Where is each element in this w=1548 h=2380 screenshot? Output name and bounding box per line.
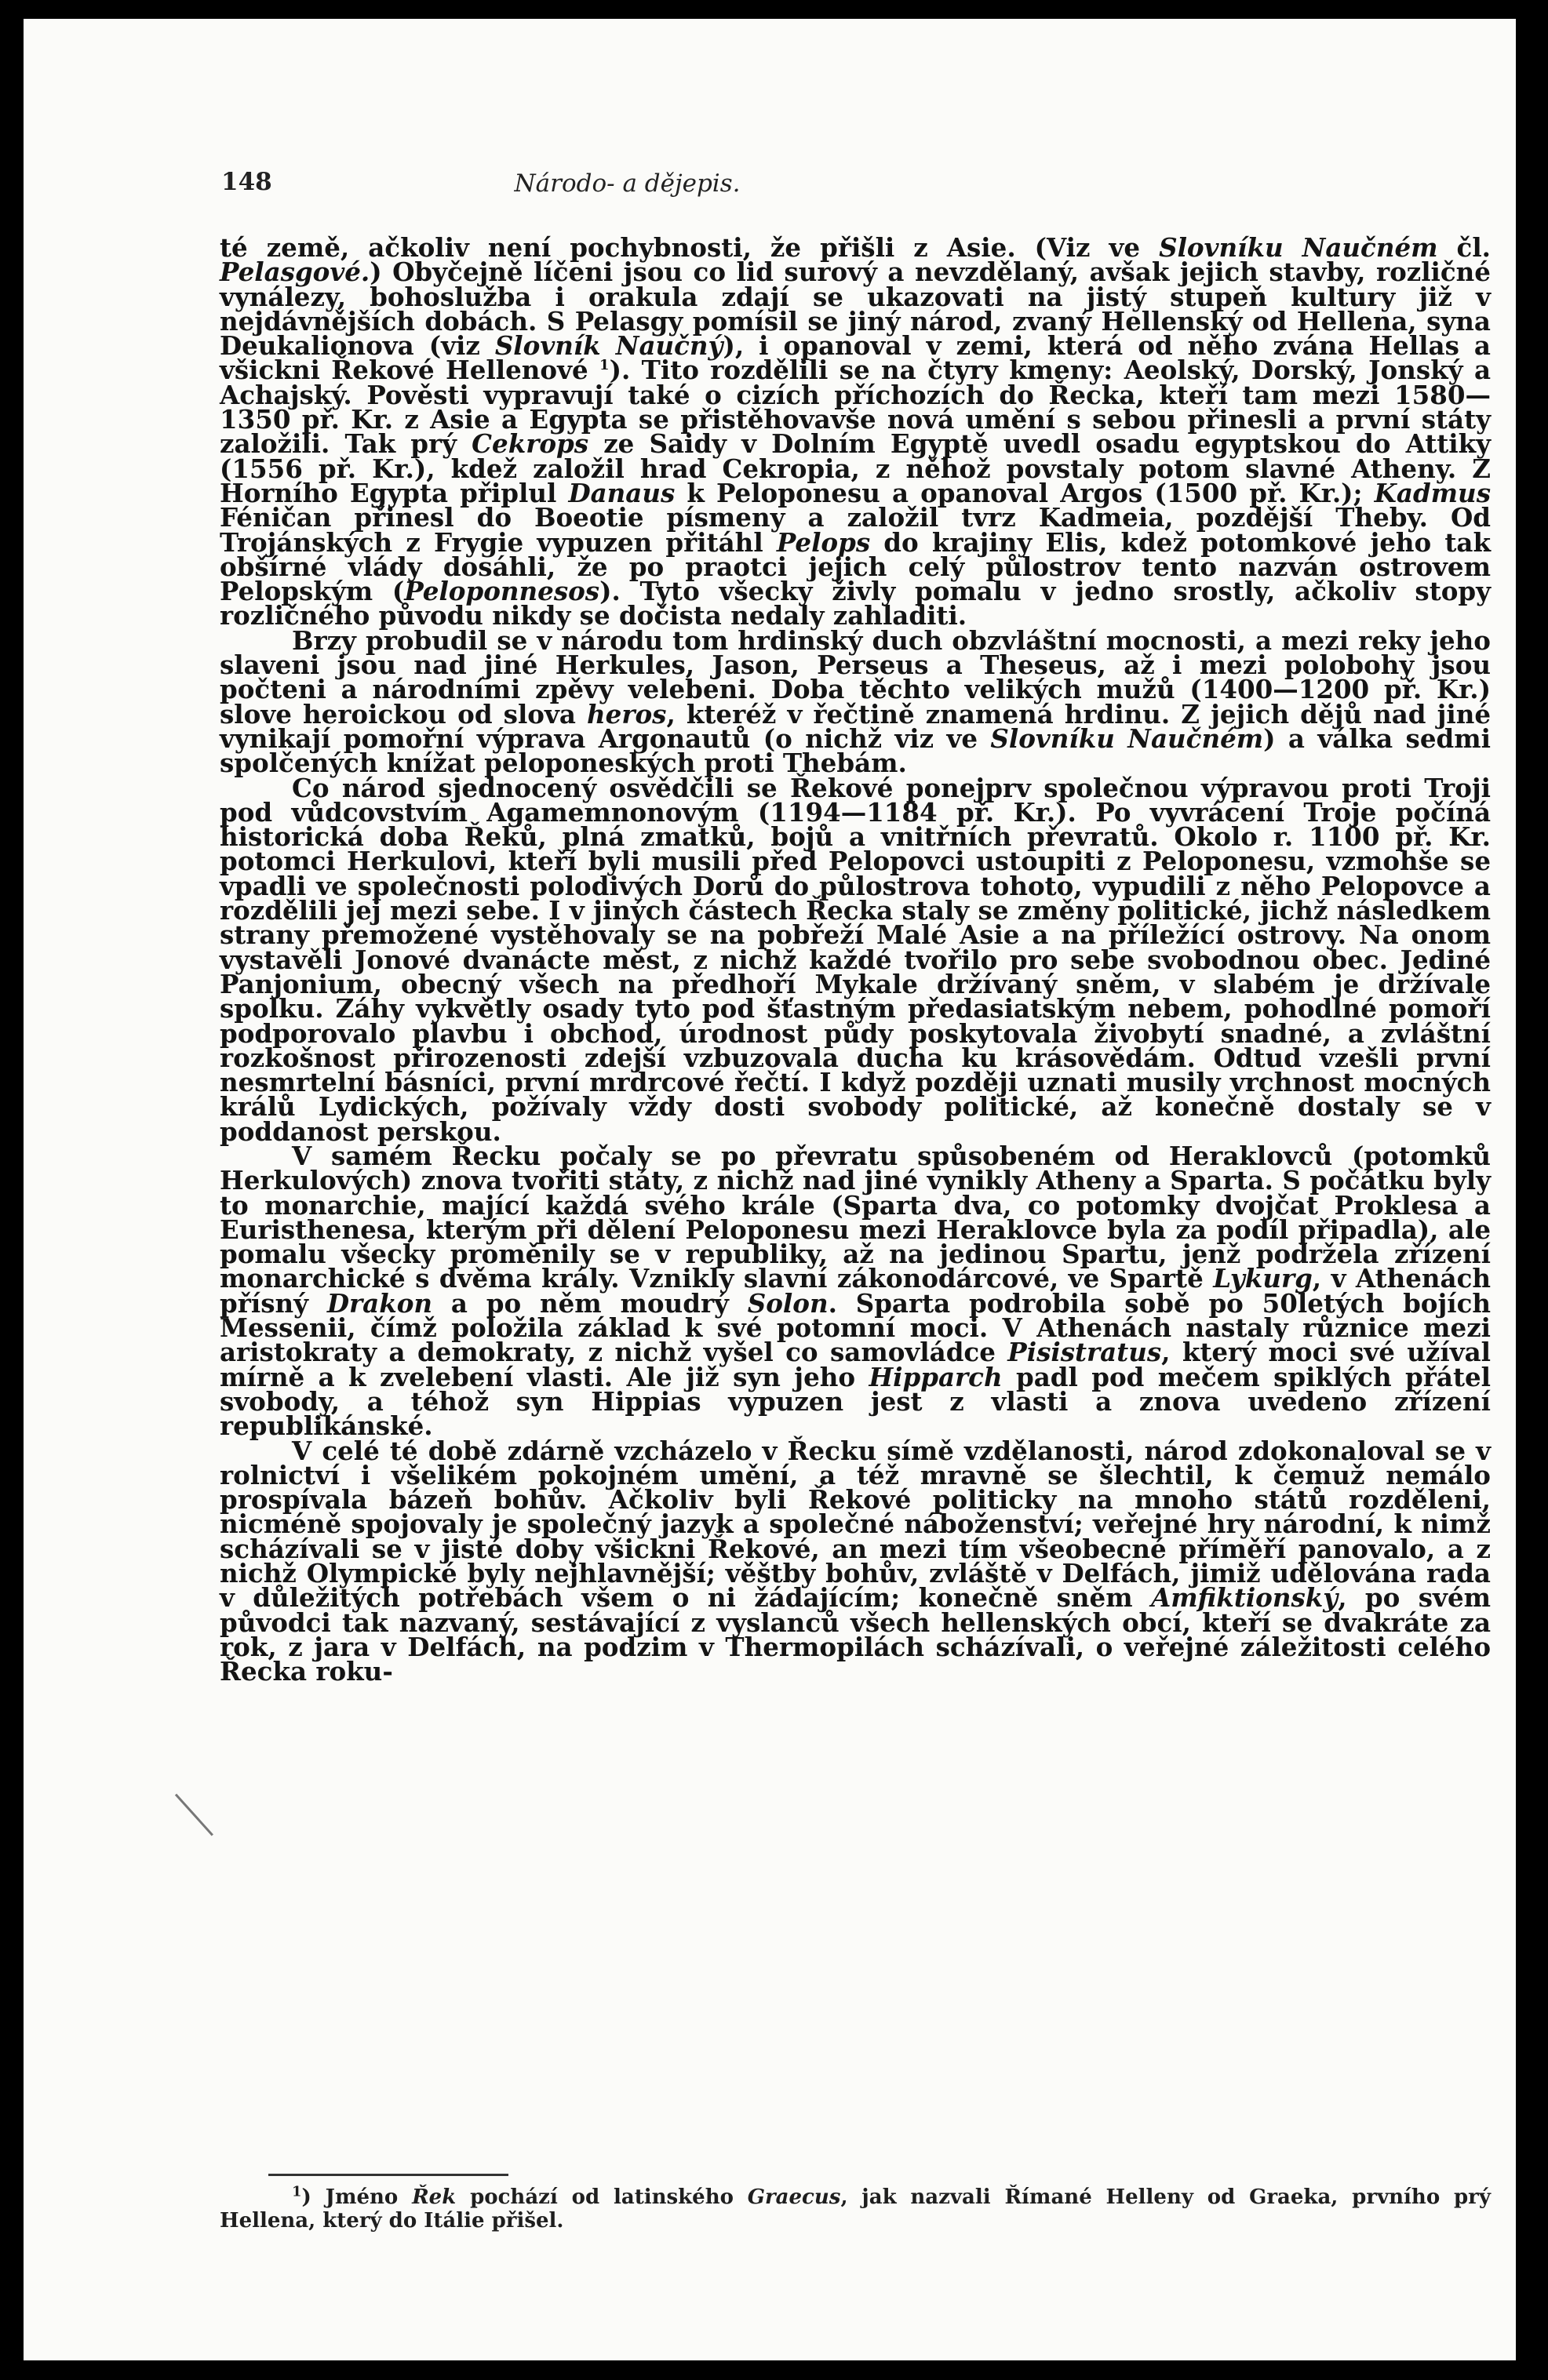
page-number: 148 <box>221 168 272 196</box>
italic-term: Drakon <box>326 1287 433 1319</box>
paragraph-troy-and-colonies <box>220 772 1491 1147</box>
text-run: ) Jméno <box>301 2185 413 2209</box>
footnote-marker: 1 <box>292 2183 302 2200</box>
text-run: , v Athenách přísný <box>220 1263 1491 1319</box>
text-run: V samém Řecku počaly se po převratu spůsobeném od Heraklovců (potomků Herkulových) znova tvořiti státy, z nichž nad jiné vynikly Atheny a Sparta. S počátku byly to monarchie, mající každá svého krále (Sparta dva, co potomky dvojčat Proklesa a Euristhenesa, kterým při dělení Peloponesu mezi Heraklovce byla za podíl připadla), ale pomalu všecky proměnily se v republiky, až na jedinou Spartu, jenž podržela zřízení monarchické s dvěma krály. Vznikly slavní zákonodárcové, ve Spartě <box>220 1140 1491 1294</box>
text-run: Brzy probudil se v národu tom hrdinský duch obzvláštní mocnosti, a mezi reky jeho slaveni jsou nad jiné Herkules, Jason, Perseus a Theseus, až i mezi polobohy jsou počteni a národními zpěvy velebeni. Doba těchto velikých mužů (1400—1200 př. Kr.) slove heroickou od slova <box>220 624 1491 730</box>
footnote-marker: 1 <box>599 357 610 374</box>
text-run: , který moci své užíval mírně a k zvelebení vlasti. Ale již syn jeho <box>220 1337 1491 1392</box>
footnote-1 <box>220 2185 1491 2233</box>
italic-term: Řek <box>412 2185 457 2209</box>
text-run: Co národ sjednocený osvědčili se Řekové ponejprv společnou výpravou proti Troji pod vůdcovstvím Agamemnonovým (1194—1184 př. Kr.). Po vyvrácení Troje počíná historická doba Řeků, plná zmatků, bojů a vnitřních převratů. Okolo r. 1100 př. Kr. potomci Herkulovi, kteří byli musili před Pelopovci ustoupiti z Peloponesu, vzmohše se vpadli ve společnosti polodivých Dorů do půlostrova tohoto, vypudili z něho Pelopovce a rozdělili jej mezi sebe. I v jiných částech Řecka staly se změny politické, jichž následkem strany přemožené vystěhovaly se na pobřeží Malé Asie a na příležící ostrovy. Na onom vystavěli Jonové dvanácte měst, z nichž každé tvořilo pro sebe svobodnou obec. Jediné Panjonium, obecný všech na předhoří Mykale držívaný sněm, v slabém je držívale spolku. Záhy vykvětly osady tyto pod šťastným předasiatským nebem, pohodlné pomoří podporovalo plavbu i obchod, úrodnost půdy poskytovala živobytí snadné, a zvláštní rozkošnost přirozenosti zdejší vzbuzovala ducha ku krásovědám. Odtud vzešli první nesmrtelní básníci, první mrdrcové řečtí. I když později uznati musily vrchnost mocných králů Lydických, požívaly vždy dosti svobody politické, až konečně dostaly se v poddanost perskou. <box>220 772 1491 1147</box>
italic-term: Kadmus <box>1374 477 1491 508</box>
italic-term: Solon <box>747 1287 829 1319</box>
text-run: té země, ačkoliv není pochybnosti, že přišli z Asie. (Viz ve <box>220 232 1160 263</box>
footnote-divider <box>268 2174 508 2176</box>
text-run: ). Tyto všecky živly pomalu v jedno srostly, ačkoliv stopy rozličného původu nikdy se dočista nedaly zahladiti. <box>220 576 1491 631</box>
footnotes <box>220 2185 1491 2233</box>
scan-mark <box>175 1793 213 1836</box>
text-run: , po svém původci tak nazvaný, sestávající z vyslanců všech hellenských obcí, kteří se dvakráte za rok, z jara v Delfách, na podzim v Thermopilách scházívali, o veřejné záležitosti celého Řecka roku- <box>220 1582 1492 1687</box>
italic-term: Peloponnesos <box>404 576 600 607</box>
text-run: padl pod mečem spiklých přátel svobody, a téhož syn Hippias vypuzen jest z vlasti a znova uvedeno zřízení republikánské. <box>220 1361 1492 1442</box>
text-run: . Sparta podrobila sobě po 50letých bojích Messenii, čímž položila základ k své potomní moci. V Athenách nastaly různice mezi aristokraty a demokraty, z nichž vyšel co samovládce <box>220 1287 1491 1368</box>
text-run: , jak nazvali Římané Helleny od Graeka, prvního prý Hellena, který do Itálie přišel. <box>220 2185 1491 2233</box>
italic-term: Pelops <box>776 526 871 558</box>
paragraph-pelasgians <box>220 232 1492 631</box>
italic-term: heros <box>587 698 667 730</box>
paragraph-culture-and-unity <box>220 1435 1492 1687</box>
italic-term: Amfiktionský <box>1151 1582 1339 1614</box>
text-run: ze Saidy v Dolním Egyptě uvedl osadu egyptskou do Attiky (1556 př. Kr.), kdež založil hrad Cekropia, z něhož povstaly potom slavné Atheny. Z Horního Egypta připlul <box>220 428 1491 508</box>
italic-term: Pelasgové. <box>220 257 370 288</box>
italic-term: Slovník Naučný <box>494 330 723 362</box>
text-run: ), i opanoval v zemi, která od něho zvána Hellas a všickni Řekové Hellenové <box>220 330 1491 386</box>
text-run: a po něm moudrý <box>432 1287 748 1319</box>
text-run: ) Obyčejně líčeni jsou co lid surový a nevzdělaný, avšak jejich stavby, rozličné vynálezy, bohoslužba i orakula zdají se ukazovati na jistý stupeň kultury již v nejdávnějších dobách. S Pelasgy pomísil se jiný národ, zvaný Hellenský od Hellena, syna Deukalionova (viz <box>220 257 1491 362</box>
text-run: ) a válka sedmi spolčených knížat peloponeských proti Thebám. <box>220 722 1491 779</box>
page-header <box>221 154 1033 201</box>
running-title: Národo- a dějepis. <box>514 169 741 198</box>
italic-term: Cekrops <box>472 428 589 460</box>
body-text <box>220 232 1492 1687</box>
text-run: pochází od latinského <box>456 2185 748 2209</box>
italic-term: Danaus <box>568 477 676 508</box>
text-run: do krajiny Elis, kdež potomkové jeho tak obšírné vlády dosáhli, že po praotci jejich celý půlostrov tento nazván ostrovem Pelopským ( <box>220 526 1491 607</box>
italic-term: Lykurg <box>1213 1263 1313 1294</box>
italic-term: Pisistratus <box>1007 1337 1162 1368</box>
text-run: , kteréž v řečtině znamená hrdinu. Z jejich dějů nad jiné vynikají pomořní výprava Argonautů (o nichž viz ve <box>220 698 1492 754</box>
paragraph-heroic-age <box>220 624 1492 779</box>
text-run: Féničan přinesl do Boeotie písmeny a založil tvrz Kadmeia, pozdější Theby. Od Trojánských z Frygie vypuzen přitáhl <box>220 502 1491 558</box>
text-run: ). Tito rozdělili se na čtyry kmeny: Aeolský, Dorský, Jonský a Achajský. Pověsti vypravují také o cizích příchozích do Řecka, kteří tam mezi 1580—1350 př. Kr. z Asie a Egypta se přistěhovavše nová umění s sebou přinesli a první státy založili. Tak prý <box>220 355 1492 460</box>
italic-term: Slovníku Naučném <box>1159 232 1438 263</box>
text-run: k Peloponesu a opanoval Argos (1500 př. Kr.); <box>675 477 1375 508</box>
book-page <box>24 19 1516 2360</box>
paragraph-city-states <box>220 1140 1492 1442</box>
italic-term: Slovníku Naučném <box>990 722 1264 754</box>
text-run: V celé té době zdárně vzcházelo v Řecku símě vzdělanosti, národ zdokonaloval se v rolnictví i všelikém pokojném umění, a též mravně se šlechtil, k čemuž nemálo prospívala bázeň bohův. Ačkoliv byli Řekové politicky na mnoho států rozděleni, nicméně spojovaly je společný jazyk a společné náboženství; veřejné hry národní, k nimž scházívali se v jisté doby všickni Řekové, an mezi tím všeobecné příměří panovalo, a z nichž Olympické byly nejhlavnější; věštby bohův, zvláště v Delfách, jimiž udělována rada v důležitých potřebách všem o ni žádajícím; konečně sněm <box>220 1435 1491 1614</box>
text-run: čl. <box>1437 232 1491 263</box>
italic-term: Graecus <box>747 2185 841 2209</box>
italic-term: Hipparch <box>869 1361 1003 1392</box>
